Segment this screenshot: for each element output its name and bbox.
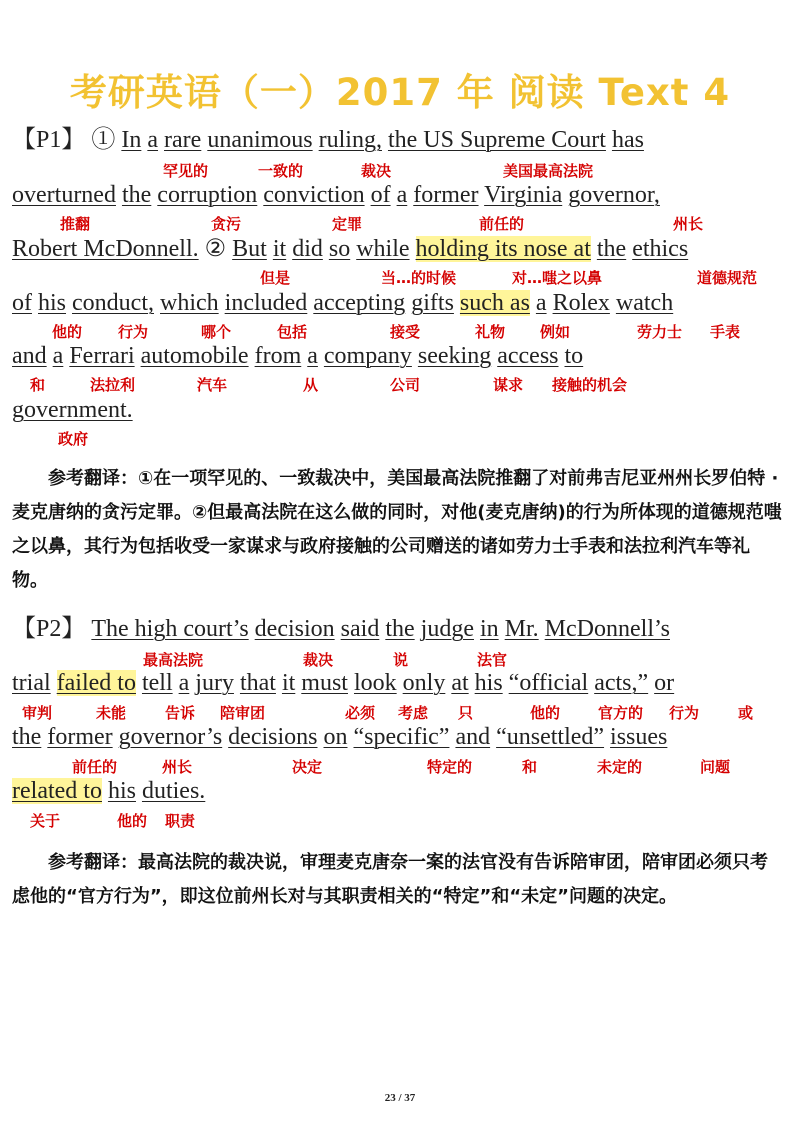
p1-text-line [12,237,688,261]
word: ② [204,236,227,262]
gloss-annotation: 考虑 [398,704,429,722]
gloss-annotation: 裁决 [303,651,334,669]
p1-gloss-line [0,321,800,341]
word: in [479,616,499,642]
highlighted-phrase: holding its nose at [415,236,591,262]
gloss-annotation: 一致的 [258,162,304,180]
word: In [121,127,142,153]
gloss-annotation: 当…的时候 [381,269,457,287]
word: Virginia [484,182,563,208]
gloss-annotation: 手表 [710,323,741,341]
word: that [239,670,276,696]
gloss-annotation: 包括 [277,323,308,341]
word: 【P2】 [12,616,86,642]
gloss-annotation: 行为 [669,704,700,722]
gloss-annotation: 和 [30,376,46,394]
gloss-annotation: 推翻 [60,215,91,233]
word: duties. [141,778,206,804]
word: the [596,236,627,262]
gloss-annotation: 州长 [673,215,704,233]
gloss-annotation: 但是 [260,269,291,287]
word: access [497,343,559,369]
page-number: 23 / 37 [384,1092,416,1104]
word: the US Supreme Court [387,127,606,153]
word: former [413,182,479,208]
gloss-annotation: 官方的 [598,704,644,722]
word: only [402,670,446,696]
word: 【P1】 [12,127,86,153]
gloss-annotation: 政府 [58,430,89,448]
p2-text-line [12,671,674,695]
gloss-annotation: 例如 [540,323,571,341]
gloss-annotation: 他的 [117,812,148,830]
word: unanimous [207,127,313,153]
word: former [47,724,113,750]
gloss-annotation: 接触的机会 [552,376,628,394]
gloss-annotation: 法拉利 [90,376,136,394]
word: But [232,236,267,262]
p1-text-line [12,183,660,207]
word: judge [420,616,474,642]
highlighted-phrase: such as [459,290,530,316]
gloss-annotation: 劳力士 [637,323,683,341]
word: trial [12,670,51,696]
gloss-annotation: 职责 [165,812,196,830]
gloss-annotation: 审判 [22,704,53,722]
gloss-annotation: 州长 [162,758,193,776]
gloss-annotation: 最高法院 [143,651,204,669]
p2-text-line [12,779,205,803]
gloss-annotation: 问题 [700,758,731,776]
word: of [370,182,391,208]
word: issues [610,724,668,750]
word: acts,” [594,670,649,696]
word: the [385,616,415,642]
word: and [12,343,47,369]
word: so [328,236,351,262]
p2-translation: 参考翻译：最高法院的裁决说，审理麦克唐奈一案的法官没有告诉陪审团，陪审团必须只考虑他的“官方行为”，即这位前州长对与其职责相关的“特定”和“未定”问题的决定。 [12,852,768,907]
gloss-annotation: 裁决 [361,162,392,180]
gloss-annotation: 前任的 [72,758,118,776]
gloss-annotation: 他的 [52,323,83,341]
page-title: 考研英语（一）2017 年 阅读 Text 4 [69,71,731,114]
gloss-annotation: 或 [738,704,754,722]
gloss-annotation: 道德规范 [697,269,758,287]
gloss-annotation: 法官 [477,651,508,669]
p2-gloss-line [0,810,800,830]
word: on [323,724,348,750]
gloss-annotation: 必须 [345,704,376,722]
gloss-annotation: 贪污 [211,215,242,233]
word: has [611,127,644,153]
gloss-annotation: 罕见的 [163,162,209,180]
word: ethics [632,236,689,262]
word: Ferrari [69,343,135,369]
p1-gloss-line [0,428,800,448]
p2-gloss-line [0,702,800,722]
word: at [451,670,469,696]
word: jury [195,670,234,696]
p1-gloss-line [0,374,800,394]
word: a [52,343,64,369]
word: company [323,343,412,369]
word: corruption [157,182,258,208]
word: decision [254,616,335,642]
word: did [292,236,323,262]
word: “specific” [353,724,450,750]
p1-gloss-line [0,160,800,180]
word: or [654,670,675,696]
gloss-annotation: 和 [522,758,538,776]
gloss-annotation: 行为 [118,323,149,341]
gloss-annotation: 谋求 [493,376,524,394]
word: included [224,290,308,316]
gloss-annotation: 未定的 [597,758,643,776]
gloss-annotation: 接受 [390,323,421,341]
word: must [301,670,348,696]
p1-gloss-line [0,213,800,233]
word: accepting [313,290,406,316]
gloss-annotation: 说 [393,651,409,669]
word: governor, [568,182,660,208]
word: “official [508,670,589,696]
p1-gloss-line [0,267,800,287]
p1-text-line [12,398,133,422]
gloss-annotation: 告诉 [165,704,196,722]
p1-translation: 参考翻译：①在一项罕见的、一致裁决中，美国最高法院推翻了对前弗吉尼亚州州长罗伯特 · 麦克唐纳的贪污定罪。②但最高法院在这么做的同时，对他(麦克唐纳)的行为所体现的道德规范嗤之以鼻，其行为包括收受一家谋求与政府接触的公司赠送的诸如劳力士手表和法拉利汽车等礼物。 [12,468,782,591]
gloss-annotation: 决定 [292,758,323,776]
word: a [178,670,190,696]
word: decisions [228,724,318,750]
gloss-annotation: 定罪 [332,215,363,233]
word: a [147,127,159,153]
gloss-annotation: 汽车 [197,376,228,394]
word: look [353,670,397,696]
word: a [535,290,547,316]
p2-text-line [12,725,667,749]
word: rare [164,127,202,153]
word: the [12,724,42,750]
gloss-annotation: 礼物 [475,323,506,341]
gloss-annotation: 美国最高法院 [503,162,594,180]
word: his [107,778,136,804]
gloss-annotation: 只 [458,704,474,722]
word: Rolex [552,290,610,316]
gloss-annotation: 他的 [530,704,561,722]
p1-text-line [12,344,583,368]
highlighted-phrase: related to [12,778,102,804]
word: governor’s [118,724,223,750]
gloss-annotation: 对…嗤之以鼻 [512,269,603,287]
p2-gloss-line [0,649,800,669]
word: which [160,290,219,316]
word: conduct, [72,290,154,316]
word: automobile [140,343,249,369]
word: his [474,670,503,696]
word: Mr. [504,616,539,642]
word: ruling, [318,127,382,153]
word: The high court’s [91,616,249,642]
gloss-annotation: 前任的 [479,215,525,233]
word: conviction [263,182,365,208]
p2-text-line [12,617,670,641]
word: McDonnell’s [544,616,670,642]
word: a [396,182,408,208]
gloss-annotation: 从 [303,376,319,394]
gloss-annotation: 陪审团 [220,704,266,722]
gloss-annotation: 哪个 [201,323,232,341]
p1-text-line [12,291,673,315]
gloss-annotation: 特定的 [427,758,473,776]
word: government. [12,397,133,423]
word: it [281,670,296,696]
gloss-annotation: 未能 [96,704,127,722]
word: overturned [12,182,116,208]
word: watch [615,290,674,316]
p2-gloss-line [0,756,800,776]
word: it [272,236,287,262]
word: while [356,236,410,262]
word: Robert McDonnell. [12,236,199,262]
word: gifts [411,290,454,316]
word: said [340,616,380,642]
word: from [254,343,302,369]
gloss-annotation: 公司 [390,376,421,394]
word: to [564,343,584,369]
word: “unsettled” [496,724,605,750]
word: and [455,724,491,750]
highlighted-phrase: failed to [56,670,136,696]
word: of [12,290,32,316]
word: seeking [417,343,492,369]
word: tell [141,670,173,696]
word: the [121,182,152,208]
gloss-annotation: 关于 [30,812,61,830]
word: ① [91,127,116,153]
word: his [38,290,67,316]
p1-text-line [12,128,644,152]
word: a [307,343,318,369]
